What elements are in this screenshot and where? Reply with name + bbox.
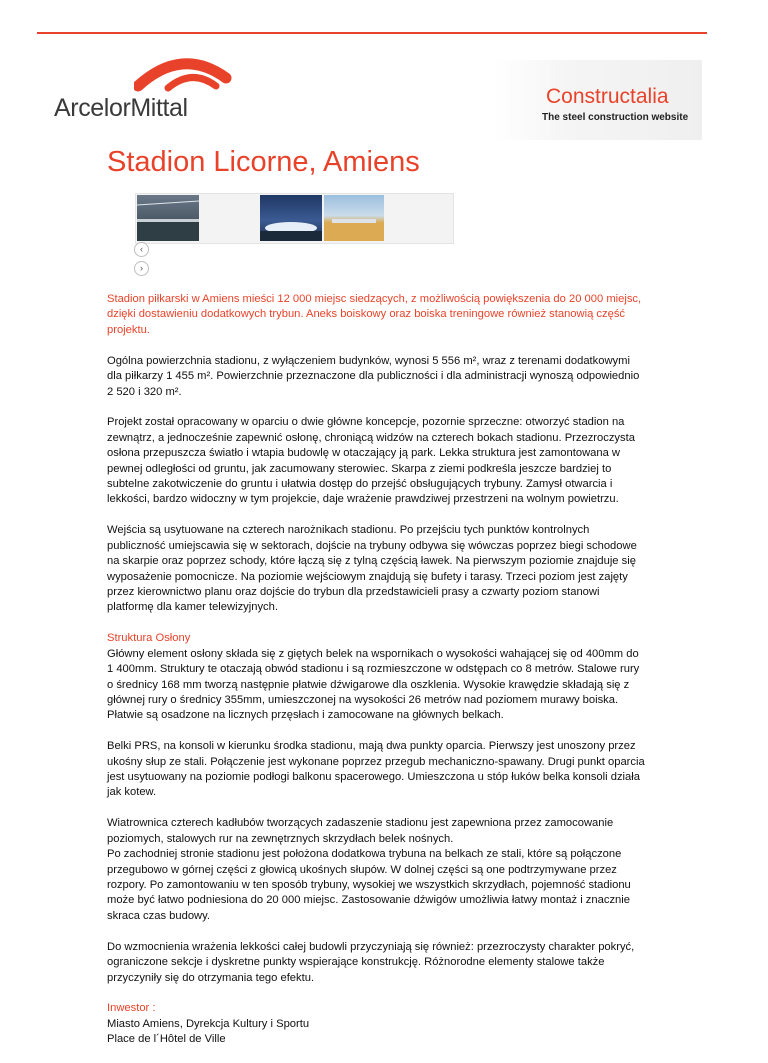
- paragraph: Wiatrownica czterech kadłubów tworzących zadaszenie stadionu jest zapewniona przez zamocowanie poziomych, stalowych rur na zewnętrznych skrzydłach belek nośnych.: [107, 817, 614, 845]
- paragraph: Projekt został opracowany w oparciu o dwie główne koncepcje, pozornie sprzeczne: otworzyć stadion na zewnątrz, a jednocześnie zapewnić osłonę, chroniącą widzów na czterech bokach stadionu. Przezroczysta osłona przepuszcza światło i wtapia budowlę w otaczający ją park. Lekka struktura jest zamontowana w pewnej odległości od gruntu, jak zacumowany sterowiec. Skarpa z ziemi podkreśla jeszcze bardziej to subtelne zakotwiczenie do gruntu i ułatwia dostęp do przejść obsługujących trybuny. Zamysł otwarcia i lekkości, bardzo widoczny w tym projekcie, daje wrażenie prawdziwej przestrzeni na wolnym powietrzu.: [107, 416, 635, 506]
- arcelormittal-swoosh-icon: [134, 52, 294, 100]
- stadium-night-image: [260, 195, 322, 241]
- brand-name: ArcelorMittal: [54, 94, 188, 122]
- investor-label: Inwestor :: [107, 1002, 156, 1015]
- investor-block: [107, 1001, 647, 1047]
- investor-name: Miasto Amiens, Dyrekcja Kultury i Sportu: [107, 1017, 310, 1030]
- paragraph: Główny element osłony składa się z giętych belek na wspornikach o wysokości wahającej się od 400mm do 1 400mm. Struktury te otaczają obwód stadionu i są rozmieszczone w odstępach co 8 metrów. Stalowe rury o średnicy 168 mm tworzą następnie płatwie dźwigarowe dla oszklenia. Wysokie krawędzie składają się z głównej rury o średnicy 355mm, umieszczonej na wysokości 26 metrów nad poziomem murawy boiska. Płatwie są osadzone na licznych przęsłach i zamocowane na głównych belkach.: [107, 647, 640, 722]
- partner-name: Constructalia: [546, 85, 669, 108]
- gallery-next-button[interactable]: [134, 261, 149, 276]
- chevron-right-icon: ›: [140, 263, 143, 273]
- paragraph: Po zachodniej stronie stadionu jest położona dodatkowa trybuna na belkach ze stali, które są połączone przegubowo w górnej części z głowicą ukośnych słupów. W dolnej części są one podtrzymywane przez rozpory. Po zamontowaniu w ten sposób trybuny, wysokiej we wszystkich skrzydłach, pojemność stadionu może być łatwo podniesiona do 20 000 miejsc. Zastosowanie dźwigów umożliwia łatwy montaż i znacznie skraca czas budowy.: [107, 848, 631, 922]
- page-title: Stadion Licorne, Amiens: [107, 146, 420, 178]
- stadium-field-image: [324, 195, 384, 241]
- paragraph: Wejścia są usytuowane na czterech narożnikach stadionu. Po przejściu tych punktów kontrolnych publiczność umiejscawia się w sektorach, dojście na trybuny odbywa się wówczas poprzez biegi schodowe na skarpie oraz poprzez schody, które łączą się z tylną częścią ławek. Na pierwszym poziomie znajduje się wyposażenie pomocnicze. Na poziomie wejściowym znajdują się bufety i tarasy. Trzeci poziom jest zajęty przez kierownictwo planu oraz dojście do trybun dla przedstawicieli prasy a czwarty poziom stanowi platformę dla kamer telewizyjnych.: [107, 524, 637, 614]
- article-intro: Stadion piłkarski w Amiens mieści 12 000 miejsc siedzących, z możliwością powiększenia do 20 000 miejsc, dzięki dostawieniu dodatkowych trybun. Aneks boiskowy oraz boiska treningowe również stanowią część projektu.: [107, 293, 642, 336]
- stadium-interior-image: [137, 195, 199, 241]
- paragraph-group: [107, 816, 647, 924]
- gallery-prev-button[interactable]: [134, 242, 149, 257]
- paragraph: Ogólna powierzchnia stadionu, z wyłączeniem budynków, wynosi 5 556 m², wraz z terenami dodatkowymi dla piłkarzy 1 455 m². Powierzchnie przeznaczone dla publiczności i dla administracji wynoszą odpowiednio 2 520 i 320 m².: [107, 354, 640, 398]
- gallery-thumbnail[interactable]: [260, 195, 322, 241]
- gallery-thumbnail[interactable]: [137, 195, 199, 241]
- paragraph: Do wzmocnienia wrażenia lekkości całej budowli przyczyniają się również: przezroczysty charakter pokryć, ograniczone sekcje i dyskretne punkty wspierające konstrukcję. Różnorodne elementy stalowe także przyczyniły się do otrzymania tego efektu.: [107, 940, 635, 984]
- structure-section: [107, 631, 647, 723]
- section-heading: Struktura Osłony: [107, 632, 191, 645]
- partner-tagline: The steel construction website: [542, 112, 689, 123]
- article-body: [107, 292, 647, 1063]
- gallery-thumbnail[interactable]: [324, 195, 384, 241]
- header-divider: [37, 32, 707, 34]
- arcelormittal-logo: [54, 52, 224, 127]
- image-gallery: [135, 193, 454, 244]
- chevron-left-icon: ‹: [140, 244, 143, 254]
- paragraph: Belki PRS, na konsoli w kierunku środka stadionu, mają dwa punkty oparcia. Pierwszy jest unoszony przez ukośny słup ze stali. Połączenie jest wykonane poprzez przegub mechaniczno-spawany. Drugi punkt oparcia jest usytuowany na poziomie podłogi balkonu spacerowego. Umieszczona u stóp łuków belka konsoli działa jak kotew.: [107, 740, 645, 799]
- constructalia-logo[interactable]: [494, 60, 702, 140]
- investor-address: Place de l´Hôtel de Ville: [107, 1033, 226, 1046]
